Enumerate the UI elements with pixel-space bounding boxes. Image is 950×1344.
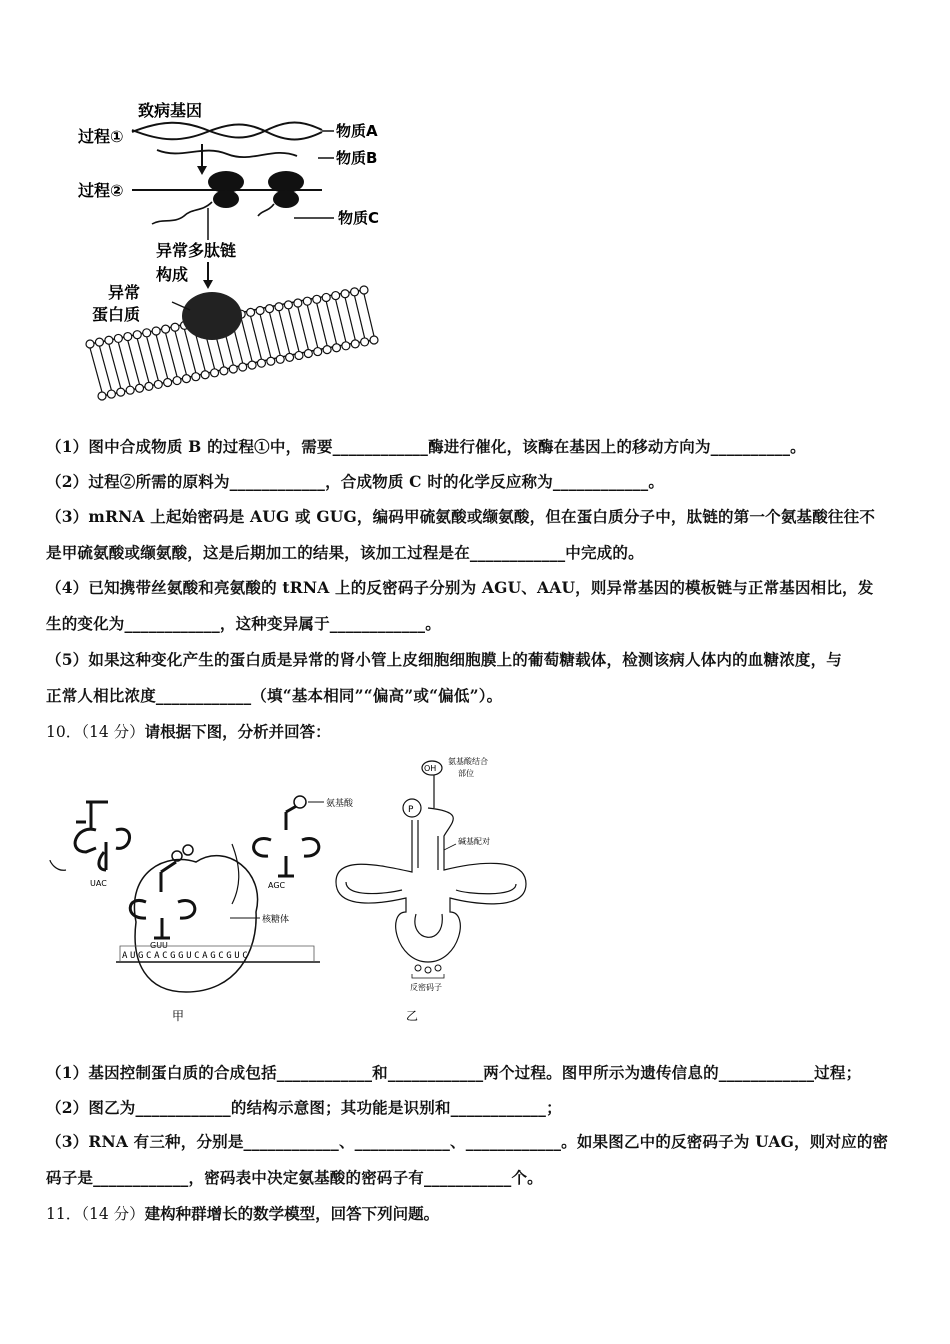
label-pathogenic-gene: 致病基因: [138, 101, 203, 120]
lipid-head: [332, 344, 340, 352]
lipid-head: [192, 373, 200, 381]
q9-part1: （1）图中合成物质 B 的过程①中，需要____________酶进行催化，该酶在基因上的移动方向为__________。: [46, 437, 806, 456]
label-substance-a: 物质A: [336, 122, 378, 140]
lipid-head: [304, 350, 312, 358]
q10-part2: （2）图乙为____________的结构示意图；其功能是识别和____________；: [46, 1098, 562, 1117]
lipid-head: [284, 301, 292, 309]
lipid-head: [361, 338, 369, 346]
q9-part5-line1: （5）如果这种变化产生的蛋白质是异常的肾小管上皮细胞细胞膜上的葡萄糖载体，检测该病人体内的血糖浓度，与: [46, 650, 842, 669]
lipid-head: [313, 295, 321, 303]
lipid-head: [342, 342, 350, 350]
label-form: 构成: [156, 265, 189, 284]
lipid-head: [257, 359, 265, 367]
lipid-head: [351, 340, 359, 348]
lipid-head: [164, 378, 172, 386]
q10-part1: （1）基因控制蛋白质的合成包括____________和____________两个过程。图甲所示为遗传信息的____________过程；: [46, 1063, 862, 1082]
q9-part2: （2）过程②所需的原料为____________，合成物质 C 时的化学反应称为____________。: [46, 472, 665, 491]
lipid-head: [124, 333, 132, 341]
lipid-head: [286, 353, 294, 361]
q11-number: 11．: [46, 1205, 82, 1223]
label-substance-b: 物质B: [336, 149, 378, 167]
label-process1: 过程①: [78, 127, 124, 146]
lipid-head: [162, 325, 170, 333]
label-oh: OH: [424, 764, 437, 773]
q11-stem-text: 建构种群增长的数学模型，回答下列问题。: [144, 1204, 440, 1223]
lipid-head: [126, 386, 134, 394]
label-process2: 过程②: [78, 181, 124, 200]
lipid-head: [114, 334, 122, 342]
lipid-head: [266, 305, 274, 313]
lipid-head: [98, 392, 106, 400]
label-phosphate: P: [408, 805, 414, 815]
lipid-head: [314, 348, 322, 356]
caption-yi: 乙: [406, 1009, 419, 1023]
q11-stem: [46, 1202, 439, 1224]
label-aa-binding-site: 氨基酸结合: [448, 757, 488, 766]
label-mrna-sequence: AUGCACGGUCAGCGUC: [122, 951, 251, 961]
lipid-head: [360, 286, 368, 294]
lipid-head: [239, 363, 247, 371]
q9-part3-line2: 是甲硫氨酸或缬氨酸，这是后期加工的结果，该加工过程是在____________中完成的。: [46, 543, 644, 562]
figure-gene-expression: [72, 96, 407, 408]
lipid-head: [133, 331, 141, 339]
label-amino-acid: 氨基酸: [326, 799, 354, 809]
lipid-head: [173, 377, 181, 385]
q11-score: （14 分）: [81, 1205, 145, 1223]
lipid-head: [267, 357, 275, 365]
lipid-head: [136, 384, 144, 392]
label-abnormal-polypeptide: 异常多肽链: [156, 241, 237, 260]
lipid-head: [182, 375, 190, 383]
lipid-head: [107, 390, 115, 398]
lipid-head: [154, 380, 162, 388]
q9-part5-line2: 正常人相比浓度____________（填“基本相同”“偏高”或“偏低”）。: [46, 686, 503, 705]
q9-part4-line2: 生的变化为____________，这种变异属于____________。: [46, 614, 441, 633]
label-base-pairing: 碱基配对: [458, 837, 490, 846]
lipid-head: [323, 346, 331, 354]
lipid-head: [370, 336, 378, 344]
lipid-head: [211, 369, 219, 377]
lipid-head: [256, 306, 264, 314]
q10-stem: [46, 720, 331, 742]
lipid-head: [220, 367, 228, 375]
figure-translation-trna: [46, 752, 546, 1032]
lipid-head: [322, 293, 330, 301]
label-aa-binding-site-2: 部位: [458, 769, 474, 778]
label-anticodon-center: GUU: [150, 941, 168, 950]
label-protein: 蛋白质: [92, 305, 141, 324]
lipid-head: [332, 292, 340, 300]
label-substance-c: 物质C: [338, 209, 380, 227]
q10-score: （14 分）: [81, 723, 145, 741]
lipid-head: [86, 340, 94, 348]
lipid-head: [275, 303, 283, 311]
lipid-head: [143, 329, 151, 337]
lipid-head: [201, 371, 209, 379]
q10-part3-line1: （3）RNA 有三种，分别是____________、____________、____________。如果图乙中的反密码子为 UAG，则对应的密: [46, 1132, 889, 1151]
q10-part3-line2: 码子是____________，密码表中决定氨基酸的密码子有___________个。: [46, 1168, 543, 1187]
lipid-head: [351, 288, 359, 296]
lipid-head: [276, 355, 284, 363]
lipid-head: [303, 297, 311, 305]
lipid-head: [295, 351, 303, 359]
lipid-head: [341, 290, 349, 298]
lipid-head: [152, 327, 160, 335]
caption-jia: 甲: [172, 1009, 185, 1023]
lipid-head: [229, 365, 237, 373]
lipid-head: [294, 299, 302, 307]
lipid-head: [248, 361, 256, 369]
q10-stem-text: 请根据下图，分析并回答：: [144, 722, 331, 741]
lipid-head: [117, 388, 125, 396]
lipid-head: [247, 308, 255, 316]
label-ribosome: 核糖体: [262, 915, 290, 925]
q9-part4-line1: （4）已知携带丝氨酸和亮氨酸的 tRNA 上的反密码子分别为 AGU、AAU，则异常基因的模板链与正常基因相比，发: [46, 578, 874, 597]
lipid-head: [105, 336, 113, 344]
label-anticodon: 反密码子: [410, 983, 442, 992]
q9-part3-line1: （3）mRNA 上起始密码是 AUG 或 GUG，编码甲硫氨酸或缬氨酸，但在蛋白质分子中，肽链的第一个氨基酸往往不: [46, 507, 876, 526]
lipid-head: [145, 382, 153, 390]
lipid-head: [95, 338, 103, 346]
label-anticodon-right: AGC: [268, 881, 286, 890]
label-anticodon-left: UAC: [90, 879, 107, 888]
label-abnormal: 异常: [108, 283, 141, 302]
lipid-head: [171, 323, 179, 331]
q10-number: 10．: [46, 723, 82, 741]
